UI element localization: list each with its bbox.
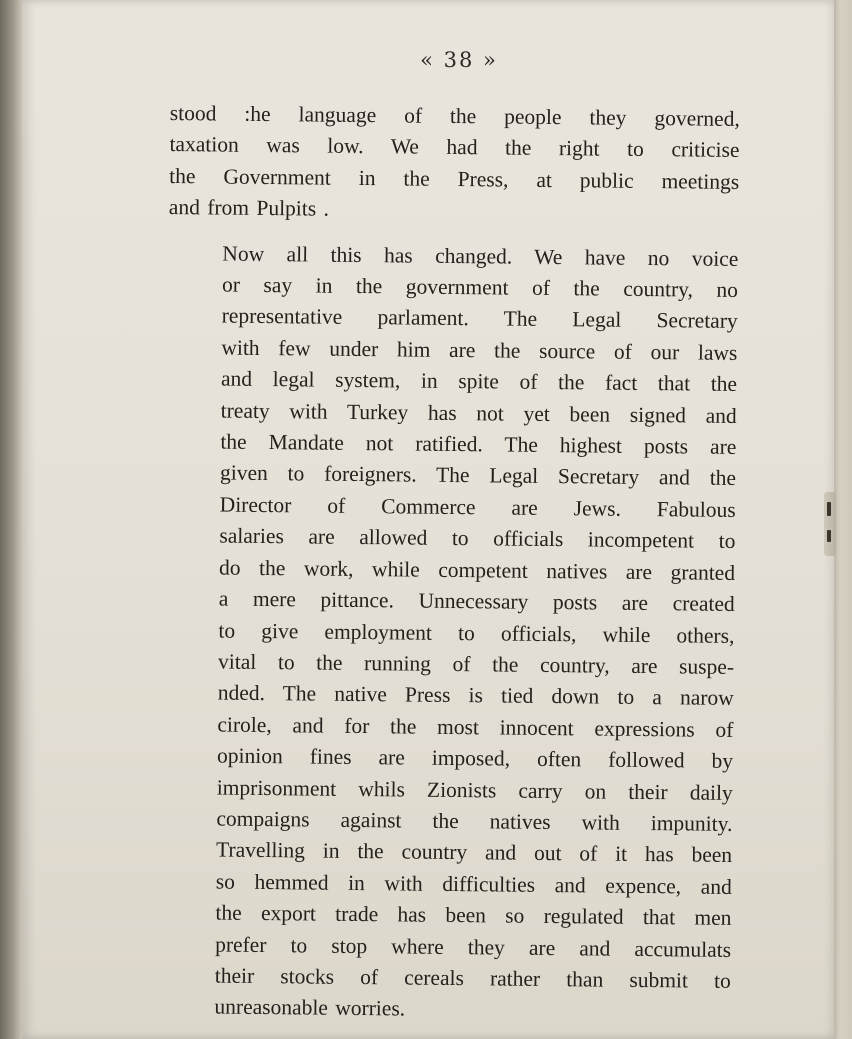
text-line: compaigns against the natives with impunity. bbox=[216, 806, 733, 836]
text-line: the export trade has been so regulated that men bbox=[215, 900, 732, 931]
text-line: and legal system, in spite of the fact that the bbox=[220, 366, 738, 397]
page-tab-marker bbox=[824, 492, 836, 556]
text-line: to give employment to officials, while others, bbox=[218, 618, 735, 648]
text-line: the Mandate not ratified. The highest posts are bbox=[220, 429, 737, 460]
text-line: nded. The native Press is tied down to a narow bbox=[217, 680, 734, 711]
text-line: do the work, while competent natives are granted bbox=[218, 555, 736, 585]
text-line: the Government in the Press, at public meetings bbox=[169, 163, 740, 194]
text-line: Now all this has changed. We have no voice bbox=[222, 241, 739, 271]
text-line: cirole, and for the most innocent expressions of bbox=[217, 712, 734, 742]
text-line: imprisonment whils Zionists carry on their daily bbox=[216, 775, 733, 805]
text-line: with few under him are the source of our laws bbox=[221, 335, 738, 365]
text-line: and from Pulpits . bbox=[168, 195, 330, 221]
text-line: representative parlament. The Legal Secretary bbox=[221, 303, 738, 334]
text-line: Travelling in the country and out of it has been bbox=[216, 837, 733, 868]
text-line: given to foreigners. The Legal Secretary and the bbox=[219, 461, 737, 491]
text-line: taxation was low. We had the right to criticise bbox=[169, 132, 740, 163]
text-line: vital to the running of the country, are suspe- bbox=[217, 649, 735, 679]
paragraph-2 bbox=[160, 238, 738, 1029]
text-line: opinion fines are imposed, often followed by bbox=[216, 743, 734, 774]
text-line: their stocks of cereals rather than submit to bbox=[214, 963, 731, 993]
paragraph-1 bbox=[169, 98, 740, 230]
text-line: salaries are allowed to officials incompetent to bbox=[219, 523, 736, 554]
text-line: treaty with Turkey has not yet been signed and bbox=[220, 398, 737, 428]
text-line: Director of Commerce are Jews. Fabulous bbox=[219, 492, 736, 522]
text-line: stood :he language of the people they governed, bbox=[169, 100, 740, 131]
text-line: so hemmed in with difficulties and expence, and bbox=[215, 869, 732, 899]
text-line: prefer to stop where they are and accumulats bbox=[215, 932, 732, 962]
text-line: unreasonable worries. bbox=[214, 994, 406, 1021]
body-text bbox=[160, 98, 740, 1029]
text-line: a mere pittance. Unnecessary posts are created bbox=[218, 586, 735, 617]
page-right-edge bbox=[834, 0, 852, 1039]
page-number: « 38 » bbox=[420, 48, 498, 72]
text-line: or say in the government of the country, no bbox=[221, 272, 739, 302]
